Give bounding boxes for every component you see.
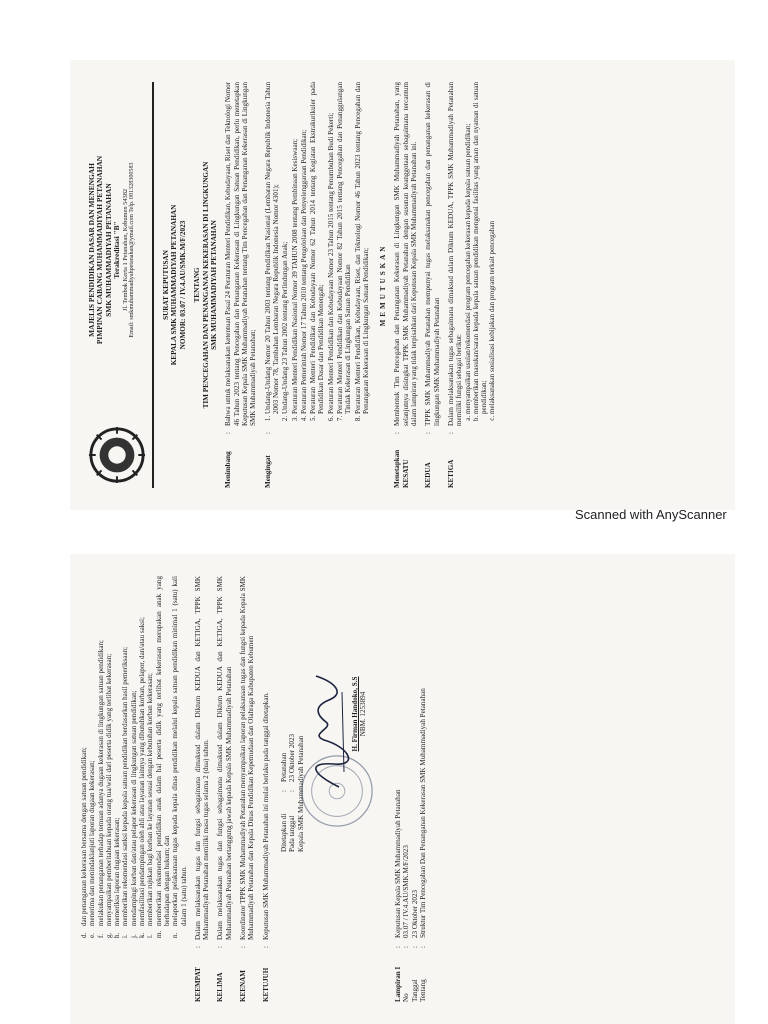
list-item: n. melaporkan pelaksanaan tugas kepada kepala dinas pendidikan melalui kepala satuan pendidikan minimal 1 (satu) kali dalam 1 (satu) tahun. xyxy=(171,576,188,938)
section-label: Mengingat xyxy=(263,455,272,488)
list-item: b. memberikan masukan/saran kepada kepala satuan pendidikan mengenai fasilitas yang aman dan nyaman di satuan pendidikan; xyxy=(472,82,489,414)
list-item: f. melakukan penanganan terhadap temuan adanya dugaan kekerasan di lingkungan satuan pendidikan; xyxy=(96,639,105,938)
list-item: 6. Peraturan Menteri Pendidikan dan Kebudayaan Nomor 23 Tahun 2015 tentang Penumbuhan Budi Pekerti; xyxy=(327,82,335,414)
attachment-row: No : 03.07 / IV.4.AU/SMK.M/F/2023 xyxy=(402,845,411,1002)
section-label: KETIGA xyxy=(446,459,455,488)
letterhead-accreditation: Terakreditasi "B" xyxy=(112,221,122,279)
list-item: 8. Peraturan Menteri Pendidikan, Kebudayaan, Riset, dan Teknologi Nomor 46 Tahun 2023 tentang Pencegahan dan Penanganan Kekerasan di Lingkungan Satuan Pendidikan; xyxy=(354,82,371,414)
list-item: d. dan penanganan kekerasan bersama dengan satuan pendidikan; xyxy=(80,747,88,938)
list-item: a. menyampaikan usulan/rekomendasi program pencegahan kekerasan kepada kepala satuan pendidikan; xyxy=(464,82,472,414)
list-item: e. menerima dan menindaklanjuti laporan dugaan kekerasan; xyxy=(88,760,97,938)
section-kedua: KEDUA : TPPK SMK Muhammadiyah Petanahan mempunyai tugas melaksanakan pencegahan dan penanganan kekerasan di lingkungan SMK Muhammadiyah Petanahan xyxy=(424,82,441,488)
list-item: 3. Peraturan Menteri Pendidikan Nasional Nomor 39 TAHUN 2008 tentang Pembinaan Kesiswaan; xyxy=(291,82,299,414)
section-label: KEENAM xyxy=(239,970,248,1002)
section-keenam: KEENAM : Koordinator TPPK SMK Muhammadiyah Petanahan menyampaikan laporan pelaksanaan tugas dan fungsi kepada Kepala SMK Muhammadiyah Petanahan dan Kepala Dinas Pendidikan Kepemudaan dan Olahraga Kabupaten Kebumen xyxy=(239,576,256,1002)
signature-block xyxy=(280,576,380,852)
list-item: 2. Undang-Undang 23 Tahun 2002 tentang Perlindungan Anak; xyxy=(281,82,289,414)
letterhead-line: MAJELIS PENDIDIKAN DASAR DAN MENENGAH xyxy=(87,163,96,337)
title-subject: TIM PENCEGAHAN DAN PENANGANAN KEKERASAN DI LINGKUNGAN xyxy=(201,161,210,409)
section-ketujuh: KETUJUH : Keputusan SMK Muhammadiyah Petanahan ini mulai berlaku pada tanggal ditetapkan. xyxy=(262,576,270,1002)
signature-date: Pada tanggal : 23 Oktober 2023 xyxy=(288,733,297,852)
list-item: i. memberikan rekomendasi sanksi kepada kepala satuan pendidikan berdasarkan hasil pemeriksaan; xyxy=(121,646,130,938)
signature-position: Kepala SMK Muhammadiyah Petanahan xyxy=(296,735,305,852)
title-about: TENTANG xyxy=(193,267,202,303)
list-item: k. memfasilitasi pendampingan oleh ahli atau layanan lainnya yang dibutuhkan korban, pelapor, dan/atau saksi; xyxy=(138,617,147,938)
decree-title xyxy=(162,82,218,488)
attachment-title: Lampiran I xyxy=(393,966,402,1002)
list-item: 7. Peraturan Menteri Pendidikan dan Kebudayaan Nomor 82 Tahun 2015 tentang Pencegahan dan Penanggulangan Tindak Kekerasan di Lingkungan Satuan Pendidikan xyxy=(336,82,353,414)
attachment-block: Lampiran I : Keputusan Kepala SMK Muhammadiyah Petanahan No : 03.07 / IV.4.AU/SMK.M/F/2023 Tanggal : 23 Oktober 2023 Tentang : Struktur Tim Pencegahan Dan Penanganan Kekerasan SMK Muhammadiyah Petanahan xyxy=(394,576,427,1002)
title-subject: SMK MUHAMMADIYAH PETANAHAN xyxy=(210,220,219,350)
title-line: KEPALA SMK MUHAMMADIYAH PETANAHAN xyxy=(170,204,179,366)
list-item: j. mendampingi korban dan/atau pelapor kekerasan di lingkungan satuan pendidikan; xyxy=(129,690,138,938)
list-item: g. menyampaikan pemberitahuan kepada orang tua/wali dari peserta didik yang terlibat kekerasan; xyxy=(104,653,113,938)
handwritten-signature-icon xyxy=(304,672,354,792)
section-label: KEDUA xyxy=(424,462,433,488)
signatory-name: H. Firman Handoko, S.S xyxy=(350,676,359,752)
letterhead-line: PIMPINAN CABANG MUHAMMADIYAH PETANAHAN xyxy=(95,155,105,345)
section-ketiga: KETIGA : Dalam melaksanakan tugas sebagaimana dimaksud dalam Diktum KEDUA, TPPK SMK Muhammadiyah Petanahan memiliki fungsi sebagai berikut: a. menyampaikan usulan/rekomendasi program pencegahan kekerasan kepada kepala satuan pendidikan; b. memberikan masukan/saran kepada kepala satuan pendidikan mengenai fasilitas yang aman dan nyaman di satuan pendidikan; c. melaksanakan sosialisasi kebijakan dan program terkait pencegahan xyxy=(447,82,497,488)
section-mengingat: Mengingat : 1. Undang-Undang Nomor 20 Tahun 2003 tentang Pendidikan Nasional (Lembaran Negara Republik Indonesia Tahun 2003 Nomor 78, Tambahan Lembaran Negara Republik Indonesia Nomor 4301); 2. Undang-Undang 23 Tahun 2002 tentang Perlindungan Anak; 3. Peraturan Menteri Pendidikan Nasional Nomor 39 TAHUN 2008 tentang Pembinaan Kesiswaan; 4. Peraturan Pemerintah Nomor 17 Tahun 2010 tentang Pengelolaan dan Penyelenggaraan Pendidikan; 5. Peraturan Menteri Pendidikan dan Kebudayaan Nomor 62 Tahun 2014 tentang Kegiatan Ekstrakurikuler pada Pendidikan Dasar dan Pendidikan Menengah; 6. Peraturan Menteri Pendidikan dan Kebudayaan Nomor 23 Tahun 2015 tentang Penumbuhan Budi Pekerti; 7. Peraturan Menteri Pendidikan dan Kebudayaan Nomor 82 Tahun 2015 tentang Pencegahan dan Penanggulangan Tindak Kekerasan di Lingkungan Satuan Pendidikan 8. Peraturan Menteri Pendidikan, Kebudayaan, Riset, dan Teknologi Nomor 46 Tahun 2023 tentang Pencegahan dan Penanganan Kekerasan di Lingkungan Satuan Pendidikan; xyxy=(264,82,372,488)
function-list xyxy=(464,82,497,426)
section-kelima: KELIMA : Dalam melaksanakan tugas dan fungsi sebagaimana dimaksud dalam Diktum KEDUA dan KETIGA, TPPK SMK Muhammadiyah Petanahan bertanggung jawab kepada Kepala SMK Muhammadiyah Petanahan xyxy=(216,576,233,1002)
list-item: c. melaksanakan sosialisasi kebijakan dan program terkait pencegahan xyxy=(488,82,496,414)
section-label: KEEMPAT xyxy=(193,967,202,1002)
school-logo-icon xyxy=(88,426,146,484)
list-item: 4. Peraturan Pemerintah Nomor 17 Tahun 2010 tentang Pengelolaan dan Penyelenggaraan Pendidikan; xyxy=(300,82,308,414)
scanner-watermark: Scanned with AnyScanner xyxy=(575,507,727,522)
section-text: TPPK SMK Muhammadiyah Petanahan mempunyai tugas melaksanakan pencegahan dan penanganan kekerasan di lingkungan SMK Muhammadiyah Petanahan xyxy=(424,82,441,426)
legal-basis-list xyxy=(264,82,371,426)
section-label: KETUJUH xyxy=(261,967,270,1002)
section-text: Membentuk Tim Pencegahan dan Penanganan Kekerasan di Lingkungan SMK Muhammadiyah Petanahan, yang selanjutnya disingkat TPPK SMK Muhammadiyah Petanahan dengan susunan keanggotaan sebagaimana tercantum dalam lampiran yang tidak terpisahkan dari Keputusan Kepala SMK Muhammadiyah Petanahan ini. xyxy=(393,82,419,426)
decree-number: NOMOR: 03.07 / IV.4.AU/SMK.M/F/2023 xyxy=(178,220,187,350)
letterhead-contact: Email: smkmuhammadiyahpetanahan@ymail.com Telp. 081328300583 xyxy=(129,162,136,338)
list-item: l. memberikan rujukan bagi korban ke layanan sesuai dengan kebutuhan korban kekerasan; xyxy=(146,673,155,938)
list-item: h. memeriksa laporan dugaan kekerasan; xyxy=(113,817,122,938)
decides-heading: MEMUTUSKAN xyxy=(379,243,388,327)
attachment-row: Tentang : Struktur Tim Pencegahan Dan Penanganan Kekerasan SMK Muhammadiyah Petanahan xyxy=(418,688,427,1002)
scanned-page-1 xyxy=(70,60,735,510)
letterhead-address: Jl. Tembok Kerta 1 Petanahan, Kebumen 54382 xyxy=(121,188,129,312)
attachment-row: Tanggal : 23 Oktober 2023 xyxy=(410,889,419,1002)
list-item: 1. Undang-Undang Nomor 20 Tahun 2003 tentang Pendidikan Nasional (Lembaran Negara Republik Indonesia Tahun 2003 Nomor 78, Tambahan Lembaran Negara Republik Indonesia Nomor 4301); xyxy=(264,82,281,414)
function-list-continued xyxy=(80,576,188,938)
section-label: KELIMA xyxy=(216,972,225,1002)
section-text: Koordinator TPPK SMK Muhammadiyah Petanahan menyampaikan laporan pelaksanaan tugas dan fungsi kepada Kepala SMK Muhammadiyah Petanahan dan Kepala Dinas Pendidikan Kepemudaan dan Olahraga Kabupaten Kebumen xyxy=(239,576,256,940)
attachment-text: Keputusan Kepala SMK Muhammadiyah Petanahan xyxy=(393,789,402,938)
section-label: KESATU xyxy=(401,459,410,488)
letterhead xyxy=(88,82,154,488)
section-menimbang: Menimbang : Bahwa untuk melaksanakan ketentuan Pasal 24 Peraturan Menteri Pendidikan, Kebudayaan, Riset dan Teknologi Nomor 46 Tahun 2023 tentang Pencegahan dan Penanganan Kekerasan di Lingkungan Satuan Pendidikan, perlu menetapkan Keputusan Kepala SMK Muhammadiyah Petanahan tentang Tim Pencegahan dan Penanganan Kekerasan di Lingkungan SMK Muhammadiyah Petanahan; xyxy=(224,82,258,488)
section-label: Menetapkan xyxy=(393,449,402,488)
scanned-page-2 xyxy=(70,554,735,1024)
section-menetapkan: Menetapkan KESATU : Membentuk Tim Pencegahan dan Penanganan Kekerasan di Lingkungan SMK Muhammadiyah Petanahan, yang selanjutnya disingkat TPPK SMK Muhammadiyah Petanahan dengan susunan keanggotaan sebagaimana tercantum dalam lampiran yang tidak terpisahkan dari Keputusan Kepala SMK Muhammadiyah Petanahan ini. xyxy=(393,82,419,488)
signature-place: Ditetapkan di : Petanahan xyxy=(279,752,288,852)
section-label: Menimbang xyxy=(224,451,233,488)
section-text: Keputusan SMK Muhammadiyah Petanahan ini mulai berlaku pada tanggal ditetapkan. xyxy=(261,692,270,940)
list-item: m. memberikan rekomendasi pendidikan anak dalam hal peserta didik yang terlibat kekerasan merupakan anak yang berhadapan dengan hukum; dan xyxy=(154,576,171,938)
signatory-nbm: NBM. 1253894 xyxy=(359,691,368,737)
section-text: Dalam melaksanakan tugas dan fungsi sebagaimana dimaksud dalam Diktum KEDUA dan KETIGA, TPPK SMK Muhammadiyah Petanahan memiliki masa tugas selama 2 (dua) tahun. xyxy=(193,576,211,940)
section-keempat: KEEMPAT : Dalam melaksanakan tugas dan fungsi sebagaimana dimaksud dalam Diktum KEDUA dan KETIGA, TPPK SMK Muhammadiyah Petanahan memiliki masa tugas selama 2 (dua) tahun. xyxy=(193,576,211,1002)
section-text: Dalam melaksanakan tugas dan fungsi sebagaimana dimaksud dalam Diktum KEDUA dan KETIGA, TPPK SMK Muhammadiyah Petanahan bertanggung jawab kepada Kepala SMK Muhammadiyah Petanahan xyxy=(216,576,233,940)
list-item: 5. Peraturan Menteri Pendidikan dan Kebudayaan Nomor 62 Tahun 2014 tentang Kegiatan Ekstrakurikuler pada Pendidikan Dasar dan Pendidikan Menengah; xyxy=(309,82,326,414)
section-text: Bahwa untuk melaksanakan ketentuan Pasal 24 Peraturan Menteri Pendidikan, Kebudayaan, Riset dan Teknologi Nomor 46 Tahun 2023 tentang Pencegahan dan Penanganan Kekerasan di Lingkungan Satuan Pendidikan, perlu menetapkan Keputusan Kepala SMK Muhammadiyah Petanahan tentang Tim Pencegahan dan Penanganan Kekerasan di Lingkungan SMK Muhammadiyah Petanahan; xyxy=(224,82,258,426)
letterhead-line: SMK MUHAMMADIYAH PETANAHAN xyxy=(103,183,113,317)
title-line: SURAT KEPUTUSAN xyxy=(162,250,170,320)
section-text: Dalam melaksanakan tugas sebagaimana dimaksud dalam Diktum KEDUA, TPPK SMK Muhammadiyah Petanahan memiliki fungsi sebagai berikut: xyxy=(446,82,464,426)
